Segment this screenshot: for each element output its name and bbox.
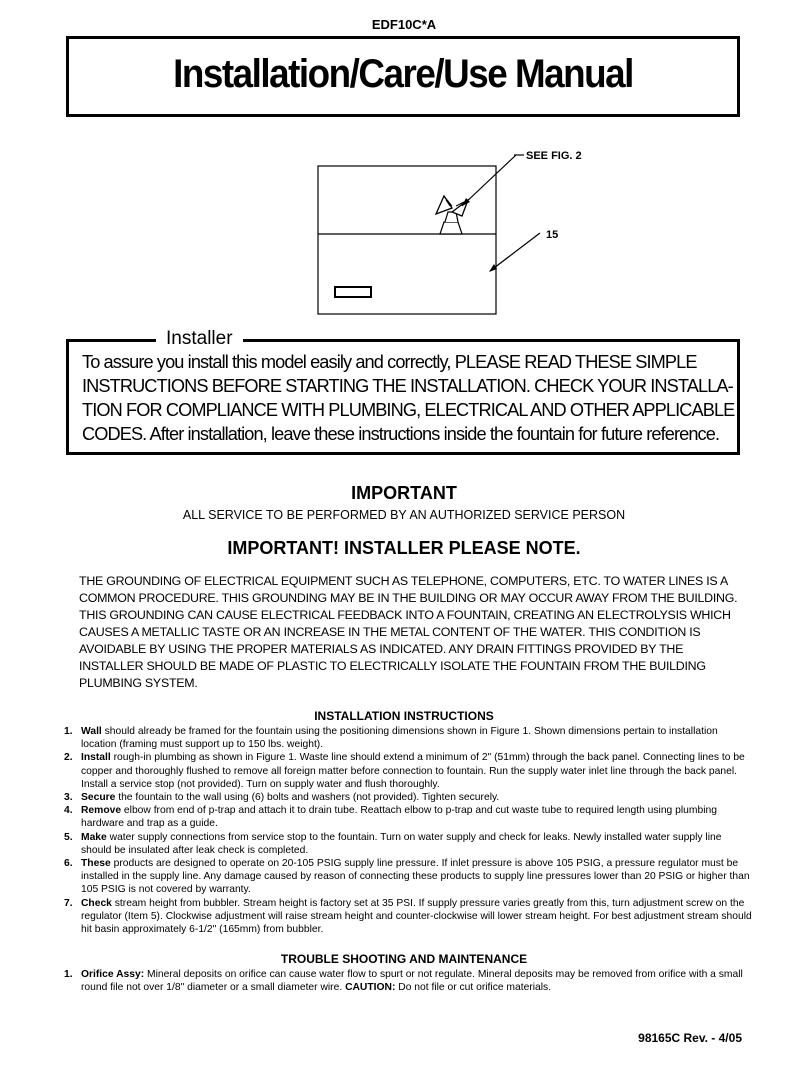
list-item: 2. Install rough-in plumbing as shown in Figure 1. Waste line should extend a minimum of 2" (51mm) through the back panel. Connecting lines to be copper and thoroughly flushed to remove all foreign matter before connection to fountain. Run the supply water inlet line through the back panel. Install a service stop (not provided). Turn on supply water and flush thoroughly. — [64, 752, 745, 790]
list-item: 4. Remove elbow from end of p-trap and attach it to drain tube. Reattach elbow to p-trap and cut waste tube to required length using plumbing hardware and trap as a guide. — [64, 805, 717, 830]
installation-heading: INSTALLATION INSTRUCTIONS — [314, 709, 494, 723]
list-item: 1. Orifice Assy: Mineral deposits on orifice can cause water flow to spurt or not regulate. Mineral deposits may be removed from orifice with a small round file not over 1/8" diameter or a small diameter wire. CAUTION: Do not file or cut orifice materials. — [64, 969, 743, 994]
list-item: 5. Make water supply connections from service stop to the fountain. Turn on water supply and check for leaks. Newly installed water supply line should be insulated after leak check is completed. — [64, 831, 722, 856]
troubleshooting-heading: TROUBLE SHOOTING AND MAINTENANCE — [280, 952, 528, 966]
grounding-warning: THE GROUNDING OF ELECTRICAL EQUIPMENT SUCH AS TELEPHONE, COMPUTERS, ETC. TO WATER LINES IS A COMMON PROCEDURE. THIS GROUNDING MAY BE IN THE BUILDING OR MAY OCCUR AWAY FROM THE BUILDING. THIS GROUNDING CAN CAUSE ELECTRICAL FEEDBACK INTO A FOUNTAIN, CREATING AN ELECTROLYSIS WHICH CAUSES A METALLIC TASTE OR AN INCREASE IN THE METAL CONTENT OF THE WATER. THIS CONDITION IS AVOIDABLE BY USING THE PROPER MATERIALS AS INDICATED. ANY DRAIN FITTINGS PROVIDED BY THE INSTALLER SHOULD BE MADE OF PLASTIC TO ELECTRICALLY ISOLATE THE FOUNTAIN FROM THE BUILDING PLUMBING SYSTEM. — [79, 574, 738, 690]
callout-fig2-label: SEE FIG. 2 — [526, 150, 582, 162]
list-item: 1. Wall should already be framed for the fountain using the positioning dimensions shown in Figure 1. Shown dimensions pertain to installation location (framing must support up to 150 lbs. weight). — [64, 726, 718, 751]
list-item: 3. Secure the fountain to the wall using (6) bolts and washers (not provided). Tighten securely. — [64, 792, 500, 804]
fountain-illustration — [0, 0, 808, 330]
troubleshooting-steps — [64, 968, 754, 994]
installer-note-heading: IMPORTANT! INSTALLER PLEASE NOTE. — [227, 538, 581, 558]
installation-steps — [64, 725, 754, 936]
page-title: Installation/Care/Use Manual — [173, 52, 633, 96]
installer-label: Installer — [156, 328, 243, 350]
list-item: 7. Check stream height from bubbler. Stream height is factory set at 35 PSI. If supply pressure varies greatly from this, turn adjustment screw on the regulator (Item 5). Clockwise adjustment will raise stream height and counter-clockwise will lower stream height. For best adjustment stream should hit basin approximately 6-1/2" (165mm) from bubbler. — [64, 897, 752, 936]
important-subheading: ALL SERVICE TO BE PERFORMED BY AN AUTHORIZED SERVICE PERSON — [182, 508, 626, 522]
revision-number: 98165C Rev. - 4/05 — [638, 1031, 742, 1045]
installer-notice: To assure you install this model easily and correctly, PLEASE READ THESE SIMPLE INSTRUCTIONS BEFORE STARTING THE INSTALLATION. CHECK YOUR INSTALLA-TION FOR COMPLIANCE WITH PLUMBING, ELECTRICAL AND OTHER APPLICABLE CODES. After installation, leave these instructions inside the fountain for future reference. — [82, 352, 735, 444]
callout-line-15 — [490, 233, 540, 271]
callout-15-label: 15 — [546, 229, 559, 241]
front-panel-slot — [335, 287, 371, 297]
list-item: 6. These products are designed to operate on 20-105 PSIG supply line pressure. If inlet pressure is above 105 PSIG, a pressure regulator must be installed in the supply line. Any damage caused by reason of connecting these products to supply line pressures lower than 20 PSIG or higher than 105 PSIG is not covered by warranty. — [64, 858, 750, 896]
model-number: EDF10C*A — [371, 17, 437, 32]
important-heading: IMPORTANT — [351, 483, 457, 503]
